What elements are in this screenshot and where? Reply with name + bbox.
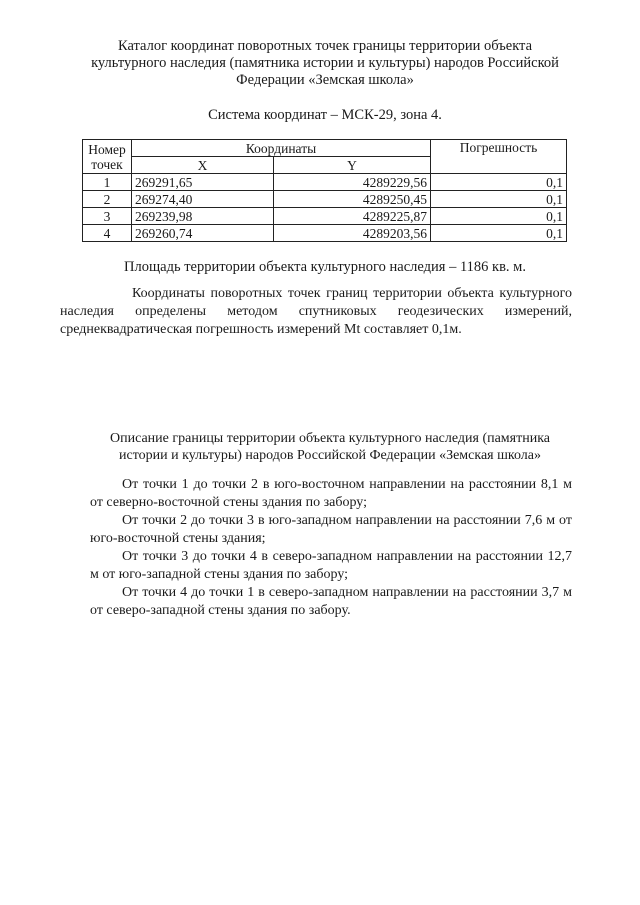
error-value: 0,1 [431, 191, 567, 208]
coordinates-table [82, 139, 567, 242]
y-value: 4289229,56 [274, 174, 431, 191]
header-x: X [132, 157, 274, 174]
error-value: 0,1 [431, 225, 567, 242]
x-value: 269260,74 [132, 225, 274, 242]
y-value: 4289225,87 [274, 208, 431, 225]
x-value: 269291,65 [132, 174, 274, 191]
header-number-line2: точек [91, 156, 123, 172]
error-value: 0,1 [431, 208, 567, 225]
table-header-row [83, 140, 567, 157]
header-y: Y [274, 157, 431, 174]
boundary-segment-paragraph: От точки 1 до точки 2 в юго-восточном направлении на расстоянии 8,1 м от северно-восточной стены здания по забору; [90, 477, 572, 510]
table-row [83, 208, 567, 225]
point-number: 4 [83, 225, 132, 242]
boundary-segment-paragraph: От точки 4 до точки 1 в северо-западном направлении на расстоянии 3,7 м от северо-западной стены здания по забору. [90, 585, 572, 618]
boundary-segment-paragraph: От точки 3 до точки 4 в северо-западном направлении на расстоянии 12,7 м от юго-западной стены здания по забору; [90, 549, 572, 582]
document-title: Каталог координат поворотных точек границы территории объекта культурного наследия (памятника истории и культуры) народов Российской Федерации «Земская школа» [91, 38, 559, 88]
error-value: 0,1 [431, 174, 567, 191]
method-paragraph: Координаты поворотных точек границ территории объекта культурного наследия определены методом спутниковых геодезических измерений, среднеквадратическая погрешность измерений Mt составляет 0,1м. [60, 286, 572, 337]
table-row [83, 191, 567, 208]
header-error: Погрешность [431, 140, 567, 174]
boundary-segment-paragraph: От точки 2 до точки 3 в юго-западном направлении на расстоянии 7,6 м от юго-восточной стены здания; [90, 513, 572, 546]
table-row [83, 174, 567, 191]
boundary-description [90, 476, 572, 620]
x-value: 269239,98 [132, 208, 274, 225]
coordinate-system-line: Система координат – МСК-29, зона 4. [208, 107, 442, 123]
y-value: 4289250,45 [274, 191, 431, 208]
header-number-line1: Номер [88, 141, 126, 157]
header-coordinates: Координаты [132, 140, 431, 157]
y-value: 4289203,56 [274, 225, 431, 242]
boundary-description-title: Описание границы территории объекта культурного наследия (памятника истории и культуры) народов Российской Федерации «Земская школа» [109, 431, 551, 463]
point-number: 2 [83, 191, 132, 208]
point-number: 1 [83, 174, 132, 191]
x-value: 269274,40 [132, 191, 274, 208]
area-statement: Площадь территории объекта культурного наследия – 1186 кв. м. [124, 259, 526, 275]
table-row [83, 225, 567, 242]
header-point-number [83, 140, 132, 174]
point-number: 3 [83, 208, 132, 225]
